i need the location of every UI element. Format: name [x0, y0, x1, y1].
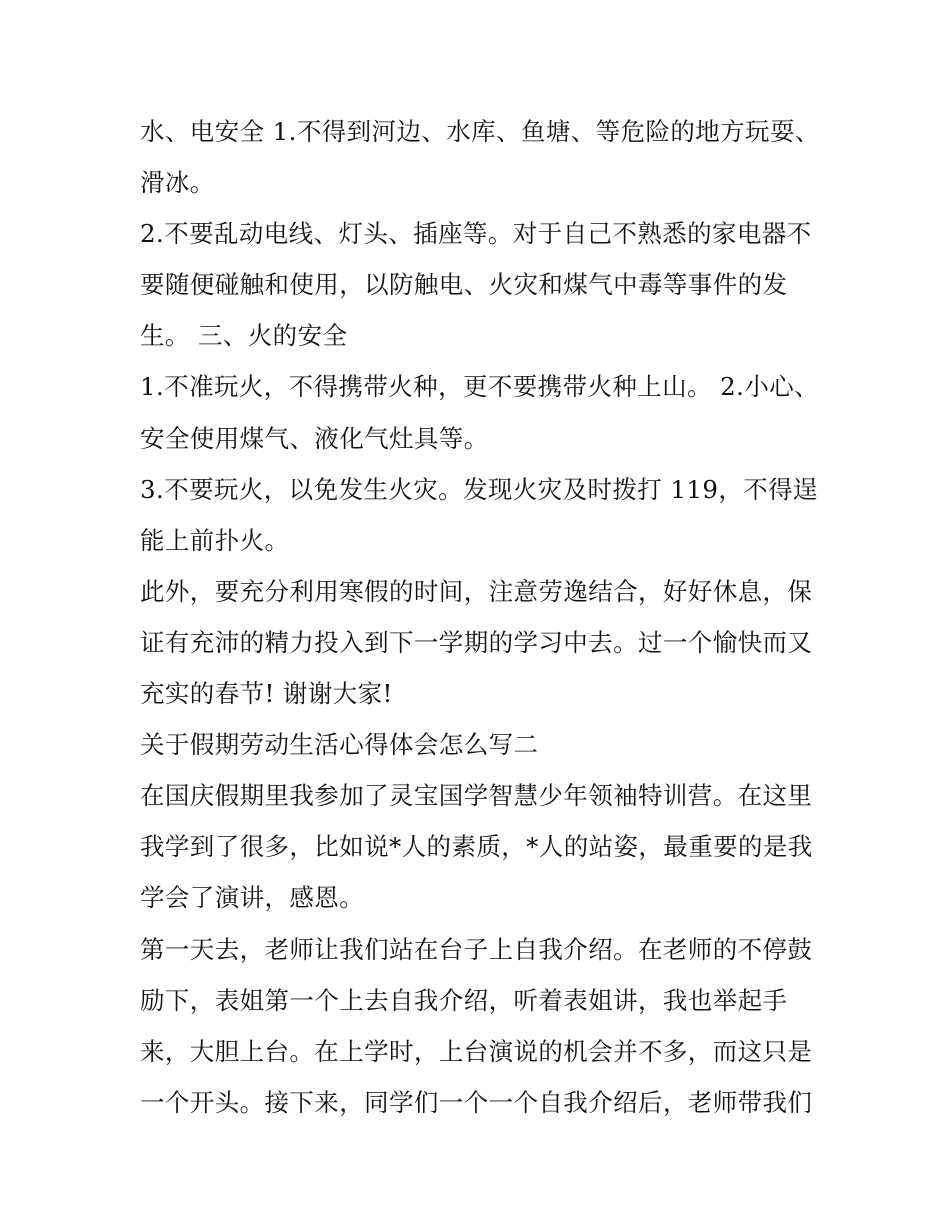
text-line: 学会了演讲，感恩。 — [140, 883, 365, 913]
text-line: 一个开头。接下来，同学们一个一个自我介绍后，老师带我们 — [140, 1087, 813, 1117]
text-line: 3.不要玩火，以免发生火灾。发现火灾及时拨打 119，不得逞 — [140, 474, 818, 504]
text-line: 滑冰。 — [140, 168, 215, 198]
text-line: 励下，表姐第一个上去自我介绍，听着表姐讲，我也举起手 — [140, 985, 788, 1015]
text-line: 2.不要乱动电线、灯头、插座等。对于自己不熟悉的家电器不 — [140, 219, 812, 249]
text-line: 此外，要充分利用寒假的时间，注意劳逸结合，好好休息，保 — [140, 576, 813, 606]
text-line: 1.不准玩火，不得携带火种，更不要携带火种上山。 2.小心、 — [140, 372, 820, 402]
text-line: 我学到了很多，比如说*人的素质，*人的站姿，最重要的是我 — [140, 832, 813, 862]
text-line: 证有充沛的精力投入到下一学期的学习中去。过一个愉快而又 — [140, 627, 813, 657]
text-line: 要随便碰触和使用，以防触电、火灾和煤气中毒等事件的发 — [140, 270, 788, 300]
text-line: 生。 三、火的安全 — [140, 321, 348, 351]
section-heading: 关于假期劳动生活心得体会怎么写二 — [140, 730, 539, 760]
document-body — [140, 106, 820, 1128]
text-line: 充实的春节! 谢谢大家! — [140, 679, 393, 709]
text-line: 水、电安全 1.不得到河边、水库、鱼塘、等危险的地方玩耍、 — [140, 117, 820, 146]
text-line: 在国庆假期里我参加了灵宝国学智慧少年领袖特训营。在这里 — [140, 781, 813, 811]
text-line: 能上前扑火。 — [140, 525, 290, 555]
text-line: 安全使用煤气、液化气灶具等。 — [140, 423, 489, 453]
text-line: 来，大胆上台。在上学时，上台演说的机会并不多，而这只是 — [140, 1036, 813, 1066]
text-line: 第一天去，老师让我们站在台子上自我介绍。在老师的不停鼓 — [140, 934, 813, 964]
